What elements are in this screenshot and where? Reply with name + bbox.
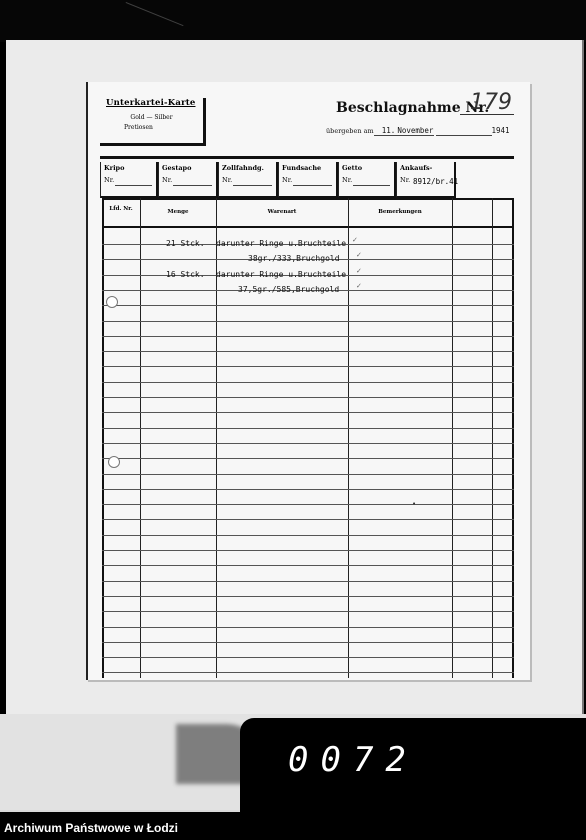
handover-underline xyxy=(374,135,434,136)
card-type-line2: Pretiosen xyxy=(124,124,153,131)
ref-cell-ankauf xyxy=(396,162,459,198)
ruled-line xyxy=(102,565,514,566)
ruled-line xyxy=(102,351,514,352)
ruled-line xyxy=(102,397,514,398)
ref-cell-fundsache xyxy=(278,162,338,198)
header-divider xyxy=(100,156,514,159)
check-mark: ✓ xyxy=(356,267,362,275)
header-bemerkungen: Bemerkungen xyxy=(378,209,422,215)
ref-label: Zollfahndg. xyxy=(222,164,264,172)
ink-dot: • xyxy=(412,500,417,508)
ruled-line xyxy=(102,412,514,413)
check-mark: ✓ xyxy=(352,236,358,244)
ruled-line xyxy=(102,504,514,505)
archive-caption: Archiwum Państwowe w Łodzi xyxy=(0,812,586,840)
ruled-line xyxy=(102,443,514,444)
ruled-line xyxy=(102,382,514,383)
handover-year: 1941 xyxy=(491,126,510,135)
ruled-line xyxy=(102,305,514,306)
ruled-line xyxy=(102,550,514,551)
goods-table xyxy=(102,198,514,678)
handover-line xyxy=(326,126,510,135)
ruled-line xyxy=(102,611,514,612)
ruled-line xyxy=(102,474,514,475)
ruled-line xyxy=(102,321,514,322)
ruled-line xyxy=(102,535,514,536)
handover-label: übergeben am xyxy=(326,127,374,135)
film-top-border xyxy=(0,0,586,42)
ruled-line xyxy=(102,672,514,673)
seizure-number-line xyxy=(460,114,514,115)
ruled-line xyxy=(102,458,514,459)
column-line xyxy=(452,198,453,678)
check-mark: ✓ xyxy=(356,282,362,290)
ref-underline xyxy=(115,185,152,186)
check-mark: ✓ xyxy=(356,251,362,259)
header-lfd: Lfd. Nr. xyxy=(109,206,133,212)
column-line xyxy=(140,198,141,678)
ref-nr: Nr. xyxy=(162,176,173,184)
ref-underline xyxy=(353,185,390,186)
ref-label: Kripo xyxy=(104,164,125,172)
ref-label: Getto xyxy=(342,164,363,172)
frame-number: 0072 xyxy=(288,740,418,780)
ref-label: Ankaufs- xyxy=(400,164,433,172)
ref-value: 8912/br.41 xyxy=(413,177,459,186)
ruled-line xyxy=(102,657,514,658)
ruled-line xyxy=(102,627,514,628)
entry-text: 37,5gr./585,Bruchgold xyxy=(238,285,340,294)
ref-nr: Nr. xyxy=(222,176,233,184)
column-line xyxy=(512,198,514,678)
index-card xyxy=(86,82,530,680)
card-type-box xyxy=(100,98,206,146)
ref-cell-gestapo xyxy=(158,162,218,198)
ruled-line xyxy=(102,366,514,367)
ruled-line xyxy=(102,581,514,582)
punch-hole xyxy=(108,456,120,468)
ruled-line xyxy=(102,428,514,429)
ref-cell-getto xyxy=(338,162,396,198)
ref-underline xyxy=(233,185,272,186)
entry-text: darunter Ringe u.Bruchteile xyxy=(216,239,347,248)
column-line xyxy=(492,198,493,678)
ref-label: Gestapo xyxy=(162,164,192,172)
header-warenart: Warenart xyxy=(267,209,297,215)
seizure-title: Beschlagnahme Nr. xyxy=(336,100,490,116)
handover-underline xyxy=(436,135,492,136)
ruled-line xyxy=(102,519,514,520)
ref-nr: Nr. xyxy=(400,176,411,184)
reference-row xyxy=(100,162,514,198)
ref-underline xyxy=(173,185,212,186)
handover-day: 11. xyxy=(381,126,396,135)
punch-hole xyxy=(106,296,118,308)
ref-cell-zollfahndung xyxy=(218,162,278,198)
column-line xyxy=(348,198,349,678)
entry-text: darunter Ringe u.Bruchteile xyxy=(216,270,347,279)
header-menge: Menge xyxy=(167,209,189,215)
card-type-line1: Gold — Silber xyxy=(130,114,173,121)
ruled-line xyxy=(102,596,514,597)
ref-nr: Nr. xyxy=(342,176,353,184)
mount-edge xyxy=(582,40,584,718)
ruled-line xyxy=(102,336,514,337)
ref-nr: Nr. xyxy=(104,176,115,184)
ref-label: Fundsache xyxy=(282,164,322,172)
card-type-title: Unterkartei-Karte xyxy=(106,98,196,108)
ruled-line xyxy=(102,489,514,490)
handover-month: November xyxy=(397,126,434,135)
ref-cell-kripo xyxy=(100,162,158,198)
entry-text: 38gr./333,Bruchgold xyxy=(248,254,340,263)
ref-underline xyxy=(293,185,332,186)
ref-nr: Nr. xyxy=(282,176,293,184)
column-line xyxy=(102,198,104,678)
seizure-number: 179 xyxy=(470,90,512,115)
entry-menge: 16 Stck. xyxy=(166,270,205,279)
ruled-line xyxy=(102,642,514,643)
entry-menge: 21 Stck. xyxy=(166,239,205,248)
